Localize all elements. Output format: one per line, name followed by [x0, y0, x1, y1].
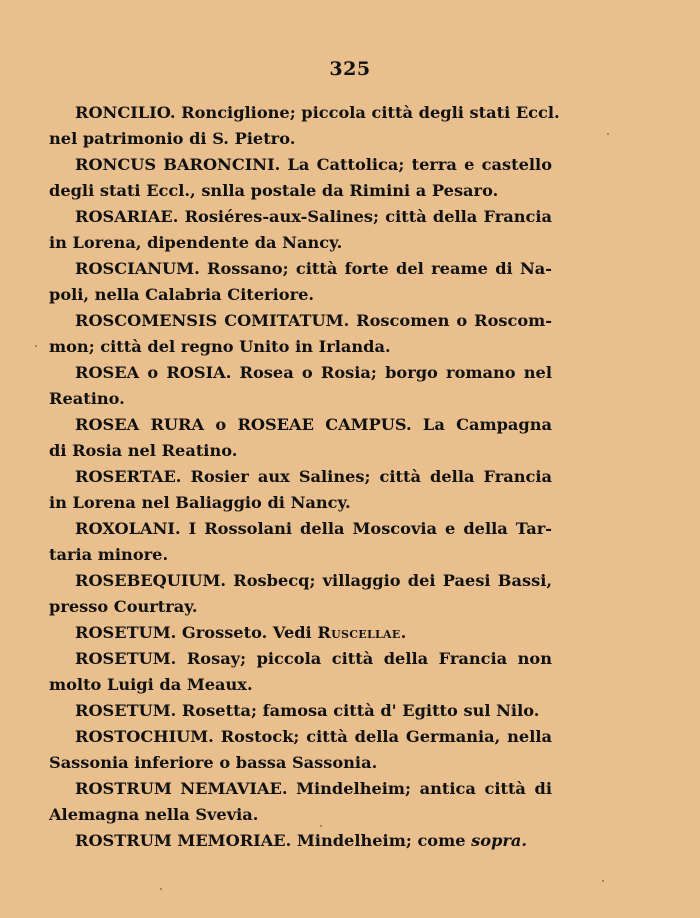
- entry-line: ROSTRUM NEMAVIAE. Mindelheim; antica città di: [75, 779, 552, 798]
- entry-line: RONCILIO. Ronciglione; piccola città degli stati Eccl.: [75, 103, 560, 122]
- dictionary-entries: [49, 100, 560, 854]
- entry-line: presso Courtray.: [49, 597, 198, 616]
- italic-word: sopra.: [471, 831, 528, 850]
- scan-speck: [160, 888, 162, 890]
- entry-line: Alemagna nella Svevia.: [49, 805, 259, 824]
- entry-line: ROSEBEQUIUM. Rosbecq; villaggio dei Paesi Bassi,: [75, 571, 552, 590]
- entry-line: ROSTOCHIUM. Rostock; città della Germania, nella: [75, 727, 552, 746]
- entry-line: ROSARIAE. Rosiéres-aux-Salines; città della Francia: [75, 207, 552, 226]
- entry-line: taria minore.: [49, 545, 169, 564]
- entry-line: Sassonia inferiore o bassa Sassonia.: [49, 753, 378, 772]
- entry-rosebequium: [49, 568, 552, 620]
- entry-line: molto Luigi da Meaux.: [49, 675, 253, 694]
- entry-line: degli stati Eccl., snlla postale da Rimini a Pesaro.: [49, 181, 499, 200]
- entry-line: poli, nella Calabria Citeriore.: [49, 285, 315, 304]
- scan-speck: [607, 133, 609, 135]
- entry-line: nel patrimonio di S. Pietro.: [49, 129, 296, 148]
- entry-line: RONCUS BARONCINI. La Cattolica; terra e castello: [75, 155, 552, 174]
- entry-text: ROSETUM. Grosseto. Vedi: [75, 623, 312, 642]
- entry-text: ROSTRUM MEMORIAE. Mindelheim; come: [75, 831, 466, 850]
- entry-line: ROXOLANI. I Rossolani della Moscovia e della Tar-: [75, 519, 552, 538]
- entry-rostrum-nemaviae: [49, 776, 552, 828]
- entry-line: ROSETUM. Rosetta; famosa città d' Egitto sul Nilo.: [75, 701, 540, 720]
- entry-rosetum-rosay: [49, 646, 552, 698]
- entry-line: [49, 620, 552, 646]
- entry-rostochium: [49, 724, 552, 776]
- entry-line: Reatino.: [49, 389, 125, 408]
- entry-line: in Lorena, dipendente da Nancy.: [49, 233, 343, 252]
- entry-rosetum-grosseto: [49, 620, 552, 646]
- entry-roncilio: [49, 100, 560, 152]
- scan-speck: [320, 825, 322, 827]
- entry-line: ROSEA o ROSIA. Rosea o Rosia; borgo romano nel: [75, 363, 552, 382]
- entry-rosariae: [49, 204, 552, 256]
- entry-rosetum-rosetta: [49, 698, 552, 724]
- scan-speck: [602, 880, 604, 882]
- entry-line: mon; città del regno Unito in Irlanda.: [49, 337, 391, 356]
- entry-line: ROSEA RURA o ROSEAE CAMPUS. La Campagna: [75, 415, 552, 434]
- entry-line: ROSCIANUM. Rossano; città forte del reame di Na-: [75, 259, 552, 278]
- entry-rostrum-memoriae: [49, 828, 552, 854]
- entry-line: ROSCOMENSIS COMITATUM. Roscomen o Roscom-: [75, 311, 552, 330]
- entry-line: ROSETUM. Rosay; piccola città della Francia non: [75, 649, 552, 668]
- scan-speck: [35, 345, 37, 347]
- entry-rosertae: [49, 464, 552, 516]
- entry-rosea: [49, 360, 552, 412]
- entry-roscomensis-comitatum: [49, 308, 552, 360]
- entry-roscianum: [49, 256, 552, 308]
- entry-roncus-baroncini: [49, 152, 552, 204]
- entry-line: di Rosia nel Reatino.: [49, 441, 238, 460]
- entry-roxolani: [49, 516, 552, 568]
- entry-line: in Lorena nel Baliaggio di Nancy.: [49, 493, 351, 512]
- cross-reference: Ruscellae.: [317, 623, 407, 642]
- page-number: 325: [329, 58, 371, 80]
- entry-line: ROSERTAE. Rosier aux Salines; città della Francia: [75, 467, 552, 486]
- entry-rosea-rura: [49, 412, 552, 464]
- entry-line: [49, 828, 552, 854]
